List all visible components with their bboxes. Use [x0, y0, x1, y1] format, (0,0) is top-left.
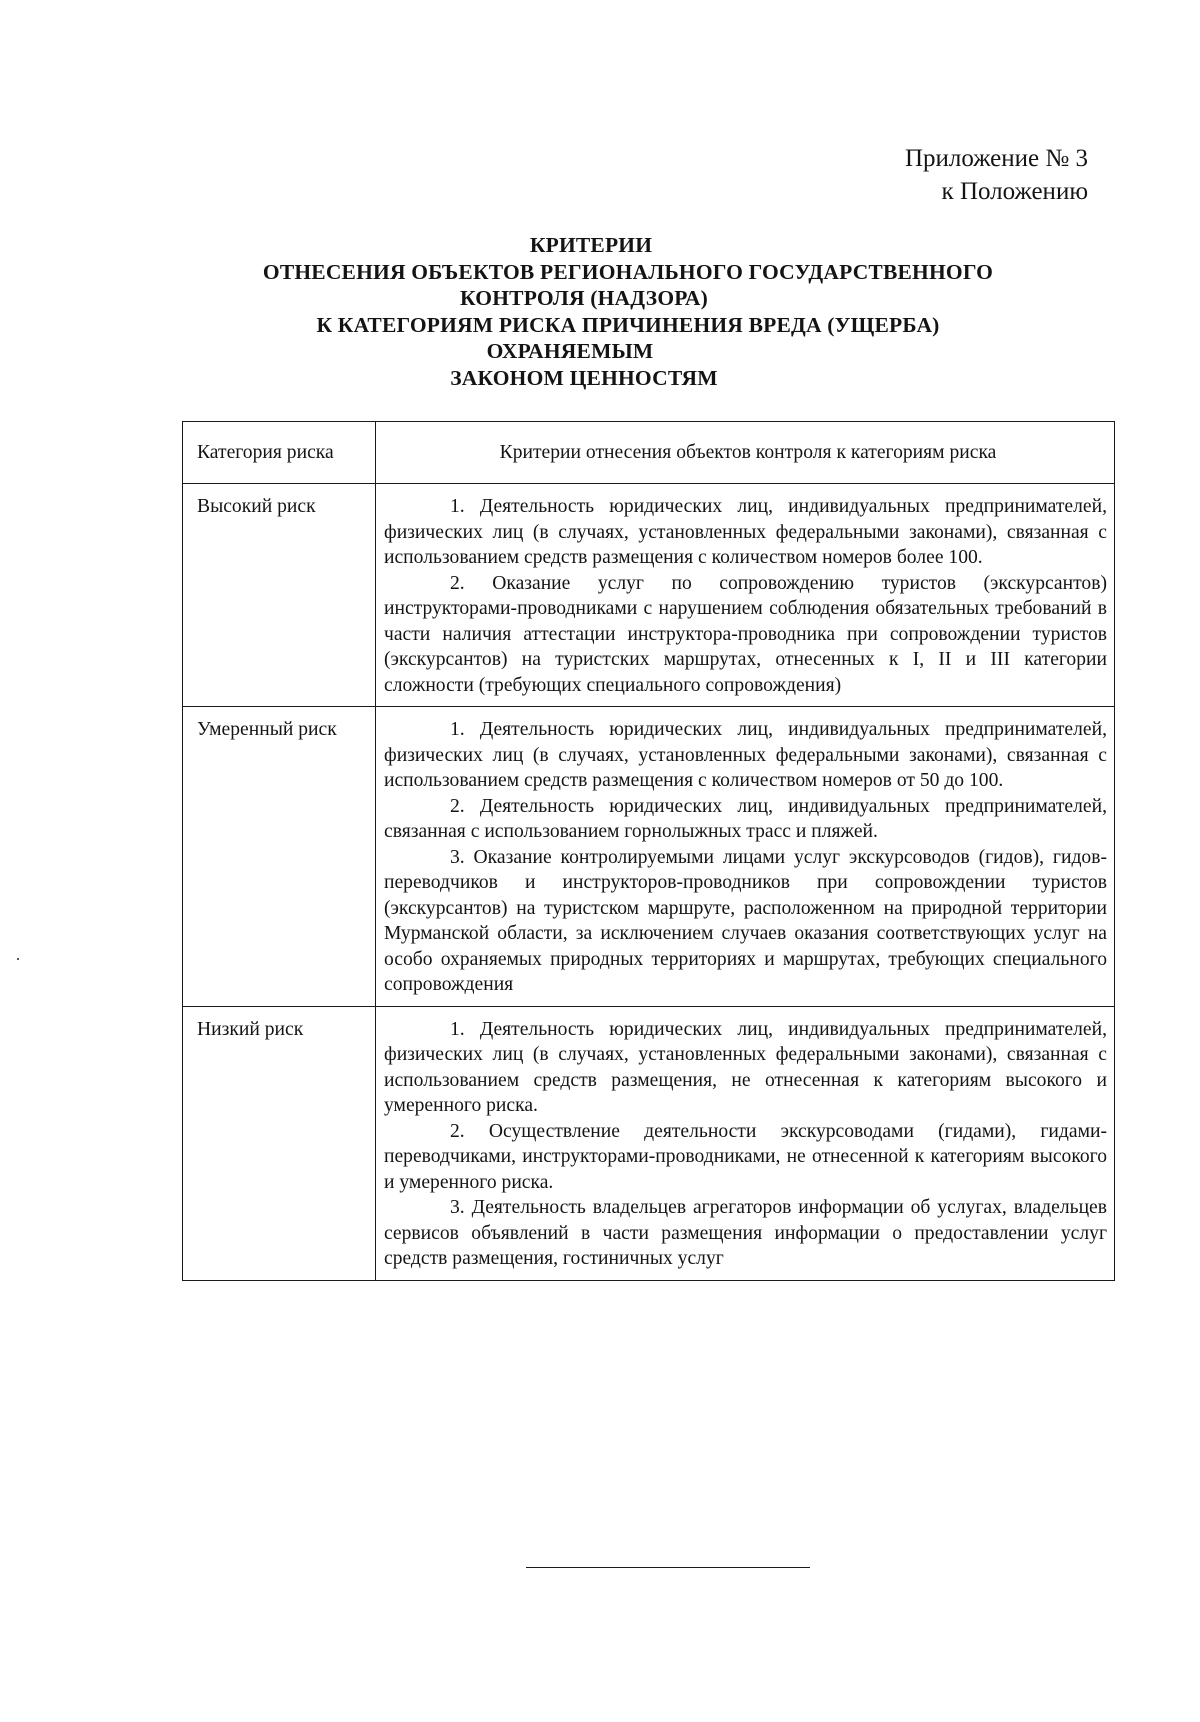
- criteria-item: 1. Деятельность юридических лиц, индивидуальных предпринимателей, физических лиц (в случаях, установленных федеральными законами), связанная с использованием средств размещения, не отнесенная к категориям высокого и умеренного риска.: [384, 1018, 1107, 1116]
- criteria-item: 1. Деятельность юридических лиц, индивидуальных предпринимателей, физических лиц (в случаях, установленных федеральными законами), связанная с использованием средств размещения с количеством номеров более 100.: [384, 496, 1107, 568]
- document-title: [0, 232, 1200, 391]
- criteria-item: 2. Осуществление деятельности экскурсоводами (гидами), гидами-переводчиками, инструкторами-проводниками, не отнесенной к категориям высокого и умеренного риска.: [384, 1120, 1107, 1193]
- criteria-item: 2. Деятельность юридических лиц, индивидуальных предпринимателей, связанная с использованием горнолыжных трасс и пляжей.: [384, 795, 1107, 842]
- table-row-moderate-risk: [183, 707, 1115, 1007]
- table-row-low-risk: [183, 1006, 1115, 1280]
- annex-regulation: к Положению: [941, 178, 1088, 205]
- title-line-1: КРИТЕРИИ: [529, 233, 653, 257]
- title-line-6: ЗАКОНОМ ЦЕННОСТЯМ: [450, 365, 718, 390]
- title-line-3: КОНТРОЛЯ (НАДЗОРА): [460, 286, 708, 310]
- criteria-cell: [376, 484, 1115, 707]
- header-criteria: Критерии отнесения объектов контроля к категориям риска: [376, 422, 1115, 484]
- end-of-document-rule: [526, 1567, 810, 1568]
- scan-speck: [17, 958, 19, 960]
- risk-category-cell: Высокий риск: [183, 484, 376, 707]
- title-line-4: К КАТЕГОРИЯМ РИСКА ПРИЧИНЕНИЯ ВРЕДА (УЩЕРБА): [316, 312, 940, 337]
- title-line-5: ОХРАНЯЕМЫМ: [486, 339, 654, 363]
- header-risk-category: Категория риска: [183, 422, 376, 484]
- table-row-high-risk: [183, 484, 1115, 707]
- criteria-cell: [376, 707, 1115, 1007]
- risk-category-cell: Умеренный риск: [183, 707, 376, 1007]
- risk-category-cell: Низкий риск: [183, 1006, 376, 1280]
- criteria-item: 1. Деятельность юридических лиц, индивидуальных предпринимателей, физических лиц (в случаях, установленных федеральными законами), связанная с использованием средств размещения с количеством номеров от 50 до 100.: [384, 719, 1107, 791]
- table-header-row: [183, 422, 1115, 484]
- criteria-item: 2. Оказание услуг по сопровождению туристов (экскурсантов) инструкторами-проводниками с нарушением соблюдения обязательных требований в части наличия аттестации инструктора-проводника при сопровождении туристов (экскурсантов) на туристских маршрутах, отнесенных к I, II и III категории сложности (требующих специального сопровождения): [384, 572, 1107, 696]
- annex-reference: [905, 142, 1088, 208]
- annex-number: Приложение № 3: [904, 145, 1088, 172]
- risk-criteria-table: [182, 421, 1115, 1281]
- criteria-item: 3. Деятельность владельцев агрегаторов информации об услугах, владельцев сервисов объявлений в части размещения информации о предоставлении услуг средств размещения, гостиничных услуг: [384, 1197, 1107, 1269]
- criteria-cell: [376, 1006, 1115, 1280]
- criteria-item: 3. Оказание контролируемыми лицами услуг экскурсоводов (гидов), гидов-переводчиков и инструкторов-проводников при сопровождении туристов (экскурсантов) на туристском маршруте, расположенном на природной территории Мурманской области, за исключением случаев оказания соответствующих услуг на особо охраняемых природных территориях и маршрутах, требующих специального сопровождения: [384, 846, 1107, 995]
- title-line-2: ОТНЕСЕНИЯ ОБЪЕКТОВ РЕГИОНАЛЬНОГО ГОСУДАРСТВЕННОГО: [262, 259, 994, 284]
